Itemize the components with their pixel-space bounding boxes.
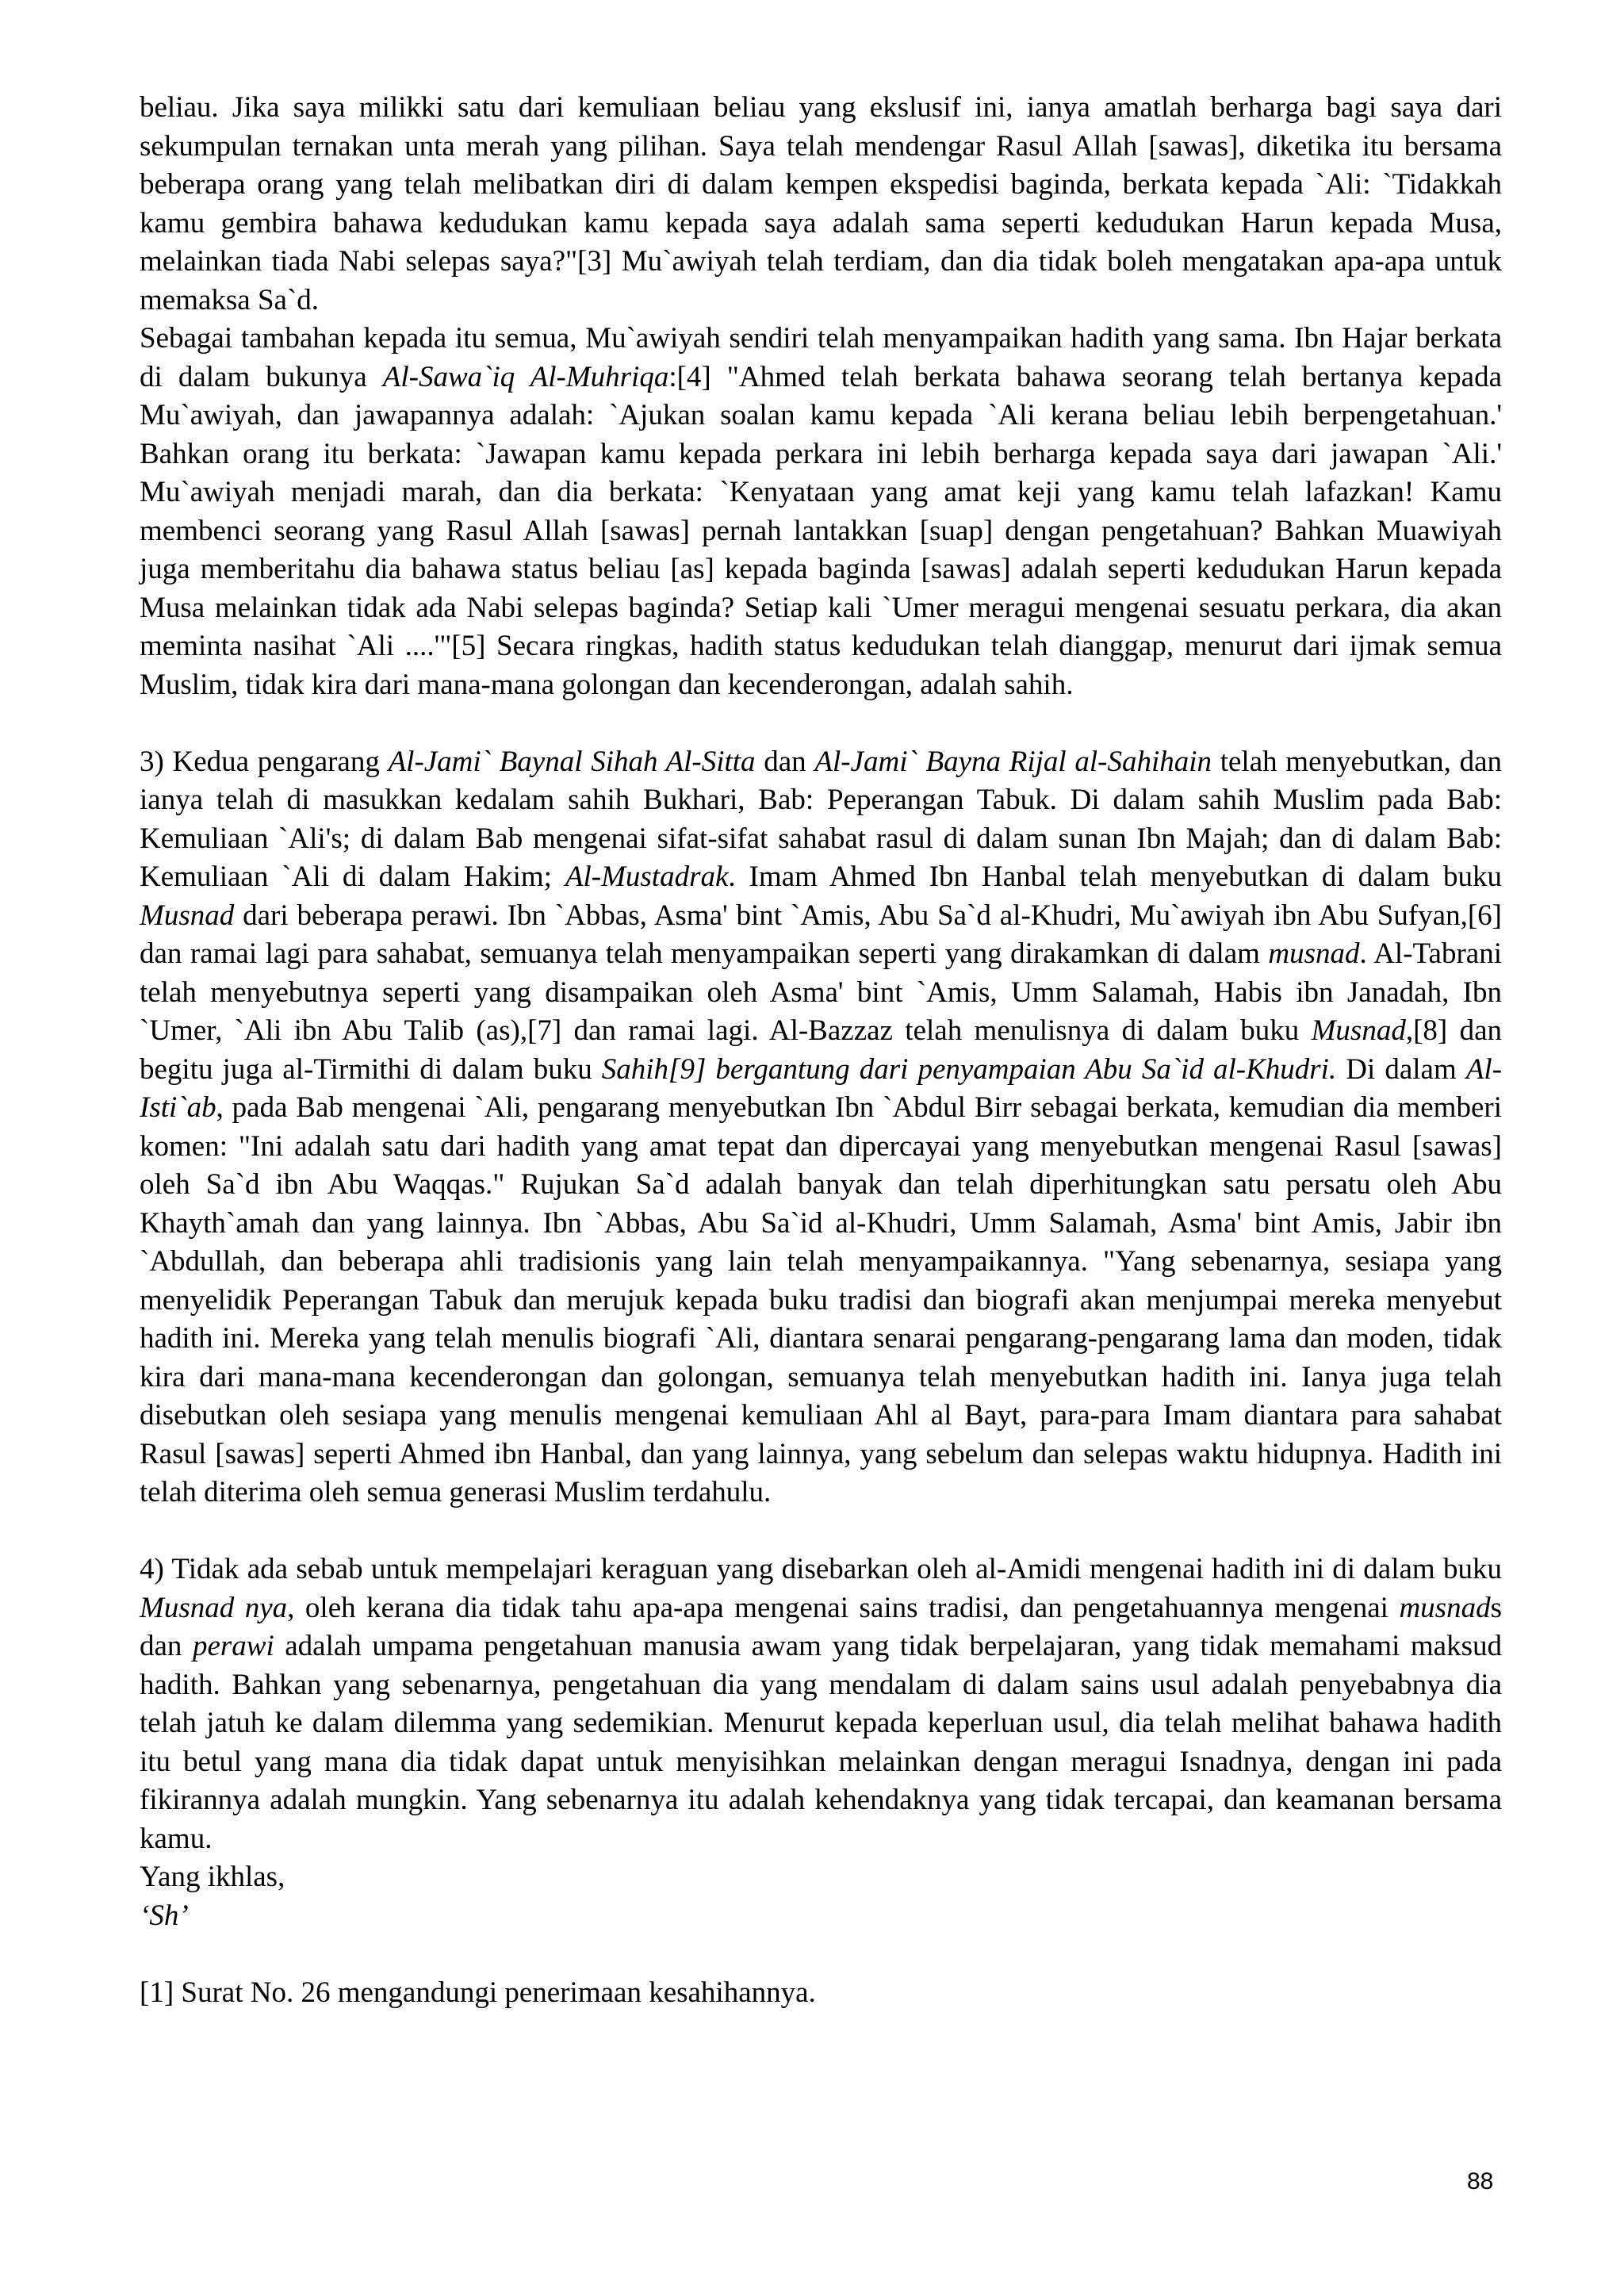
- paragraph-text: 3) Kedua pengarang: [140, 745, 389, 778]
- paragraph-text: 4) Tidak ada sebab untuk mempelajari keraguan yang disebarkan oleh al-Amidi mengenai hadith ini di dalam buku: [140, 1553, 1502, 1585]
- paragraph-text: dari beberapa perawi. Ibn `Abbas, Asma' bint `Amis, Abu Sa`d al-Khudri, Mu`awiyah ibn Abu Sufyan,[6] dan ramai lagi para sahabat, semuanya telah menyampaikan seperti yang dirakamkan di dalam: [140, 899, 1502, 970]
- book-title: Musnad: [140, 899, 235, 932]
- paragraph-point-4: [140, 1550, 1502, 1858]
- paragraph-text: . Al-Tabrani telah menyebutnya seperti yang disampaikan oleh Asma' bint `Amis, Umm Salamah, Habis ibn Janadah, Ibn `Umer, `Ali ibn Abu Talib (as),[7] dan ramai lagi. Al-Bazzaz telah menulisnya di dalam buku: [140, 937, 1502, 1047]
- book-title: Al-Isti`ab: [140, 1052, 1503, 1124]
- paragraph-text: ,[8] dan begitu juga al-Tirmithi di dalam buku: [140, 1014, 1502, 1086]
- book-title: Al-Jami` Bayna Rijal al-Sahihain: [814, 745, 1212, 778]
- paragraph-gap: [140, 1935, 1502, 1974]
- page-number: 88: [1467, 2168, 1494, 2194]
- signature: ‘Sh’: [140, 1899, 189, 1932]
- book-title: Al-Sawa`iq Al-Muhriqa: [382, 360, 669, 393]
- term: musnad: [1399, 1591, 1491, 1624]
- document-body: [140, 89, 1502, 2012]
- book-title: Sahih[9] bergantung dari penyampaian Abu Sa`id al-Khudri.: [601, 1052, 1337, 1086]
- paragraph-text: beliau. Jika saya milikki satu dari kemuliaan beliau yang ekslusif ini, ianya amatlah berharga bagi saya dari sekumpulan ternakan unta merah yang pilihan. Saya telah mendengar Rasul Allah [sawas], diketika itu bersama beberapa orang yang telah melibatkan diri di dalam kempen ekspedisi baginda, berkata kepada `Ali: `Tidakkah kamu gembira bahawa kedudukan kamu kepada saya adalah sama seperti kedudukan Harun kepada Musa, melainkan tiada Nabi selepas saya?"[3] Mu`awiyah telah terdiam, dan dia tidak boleh mengatakan apa-apa untuk memaksa Sa`d.: [140, 91, 1502, 316]
- closing-line: Yang ikhlas,: [140, 1861, 285, 1893]
- paragraph-text: telah menyebutkan, dan ianya telah di masukkan kedalam sahih Bukhari, Bab: Peperangan Tabuk. Di dalam sahih Muslim pada Bab: Kemuliaan `Ali's; di dalam Bab mengenai sifat-sifat sahabat rasul di dalam sunan Ibn Majah; dan di dalam Bab: Kemuliaan `Ali di dalam Hakim;: [140, 745, 1502, 893]
- book-title: Musnad: [1311, 1014, 1406, 1047]
- paragraph-text: Sebagai tambahan kepada itu semua, Mu`awiyah sendiri telah menyampaikan hadith yang sama. Ibn Hajar berkata di dalam bukunya: [140, 322, 1502, 393]
- paragraph-muawiyah: [140, 320, 1502, 704]
- paragraph-gap: [140, 1512, 1502, 1551]
- paragraph-text: , pada Bab mengenai `Ali, pengarang menyebutkan Ibn `Abdul Birr sebagai berkata, kemudian dia memberi komen: "Ini adalah satu dari hadith yang amat tepat dan dipercayai yang menyebutkan mengenai Rasul [sawas] oleh Sa`d ibn Abu Waqqas." Rujukan Sa`d adalah banyak dan telah diperhitungkan satu persatu oleh Abu Khayth`amah dan yang lainnya. Ibn `Abbas, Abu Sa`id al-Khudri, Umm Salamah, Asma' bint Amis, Jabir ibn `Abdullah, dan beberapa ahli tradisionis yang lain telah menyampaikannya. "Yang sebenarnya, sesiapa yang menyelidik Peperangan Tabuk dan merujuk kepada buku tradisi dan biografi akan menjumpai mereka menyebut hadith ini. Mereka yang telah menulis biografi `Ali, diantara senarai pengarang-pengarang lama dan moden, tidak kira dari mana-mana kecenderongan dan golongan, semuanya telah menyebutkan hadith ini. Ianya juga telah disebutkan oleh sesiapa yang menulis mengenai kemuliaan Ahl al Bayt, para-para Imam diantara para sahabat Rasul [sawas] seperti Ahmed ibn Hanbal, dan yang lainnya, yang sebelum dan selepas waktu hidupnya. Hadith ini telah diterima oleh semua generasi Muslim terdahulu.: [140, 1091, 1502, 1508]
- paragraph-text: s dan: [140, 1591, 1502, 1662]
- paragraph-text: . Imam Ahmed Ibn Hanbal telah menyebutkan di dalam buku: [728, 861, 1503, 893]
- paragraph-text: adalah umpama pengetahuan manusia awam yang tidak berpelajaran, yang tidak memahami maksud hadith. Bahkan yang sebenarnya, pengetahuan dia yang mendalam di dalam sains usul adalah penyebabnya dia telah jatuh ke dalam dilemma yang sedemikian. Menurut kepada keperluan usul, dia telah melihat bahawa hadith itu betul yang mana dia tidak dapat untuk menyisihkan melainkan dengan meragui Isnadnya, dengan ini pada fikirannya adalah mungkin. Yang sebenarnya itu adalah kehendaknya yang tidak tercapai, dan keamanan bersama kamu.: [140, 1630, 1502, 1855]
- paragraph-point-3: [140, 743, 1502, 1512]
- paragraph-gap: [140, 704, 1502, 743]
- paragraph-text: :[4] "Ahmed telah berkata bahawa seorang telah bertanya kepada Mu`awiyah, dan jawapannya adalah: `Ajukan soalan kamu kepada `Ali kerana beliau lebih berpengetahuan.' Bahkan orang itu berkata: `Jawapan kamu kepada perkara ini lebih berharga kepada saya dari jawapan `Ali.' Mu`awiyah menjadi marah, dan dia berkata: `Kenyataan yang amat keji yang kamu telah lafazkan! Kamu membenci seorang yang Rasul Allah [sawas] pernah lantakkan [suap] dengan pengetahuan? Bahkan Muawiyah juga memberitahu dia bahawa status beliau [as] kepada baginda [sawas] adalah seperti kedudukan Harun kepada Musa melainkan tidak ada Nabi selepas baginda? Setiap kali `Umer meragui mengenai sesuatu perkara, dia akan meminta nasihat `Ali ....'"[5] Secara ringkas, hadith status kedudukan telah dianggap, menurut dari ijmak semua Muslim, tidak kira dari mana-mana golongan dan kecenderongan, adalah sahih.: [140, 360, 1502, 701]
- book-title: Musnad nya: [140, 1591, 288, 1624]
- paragraph-text: , oleh kerana dia tidak tahu apa-apa mengenai sains tradisi, dan pengetahuannya mengenai: [287, 1591, 1400, 1624]
- book-title: musnad: [1268, 937, 1360, 970]
- book-title: Al-Mustadrak: [565, 861, 729, 893]
- paragraph-text: Di dalam: [1336, 1052, 1466, 1086]
- paragraph-continuation: [140, 89, 1502, 320]
- paragraph-text: dan: [755, 745, 815, 778]
- footnote: [1] Surat No. 26 mengandungi penerimaan kesahihannya.: [140, 1976, 816, 2009]
- book-title: Al-Jami` Baynal Sihah Al-Sitta: [388, 745, 756, 778]
- term: perawi: [192, 1630, 274, 1662]
